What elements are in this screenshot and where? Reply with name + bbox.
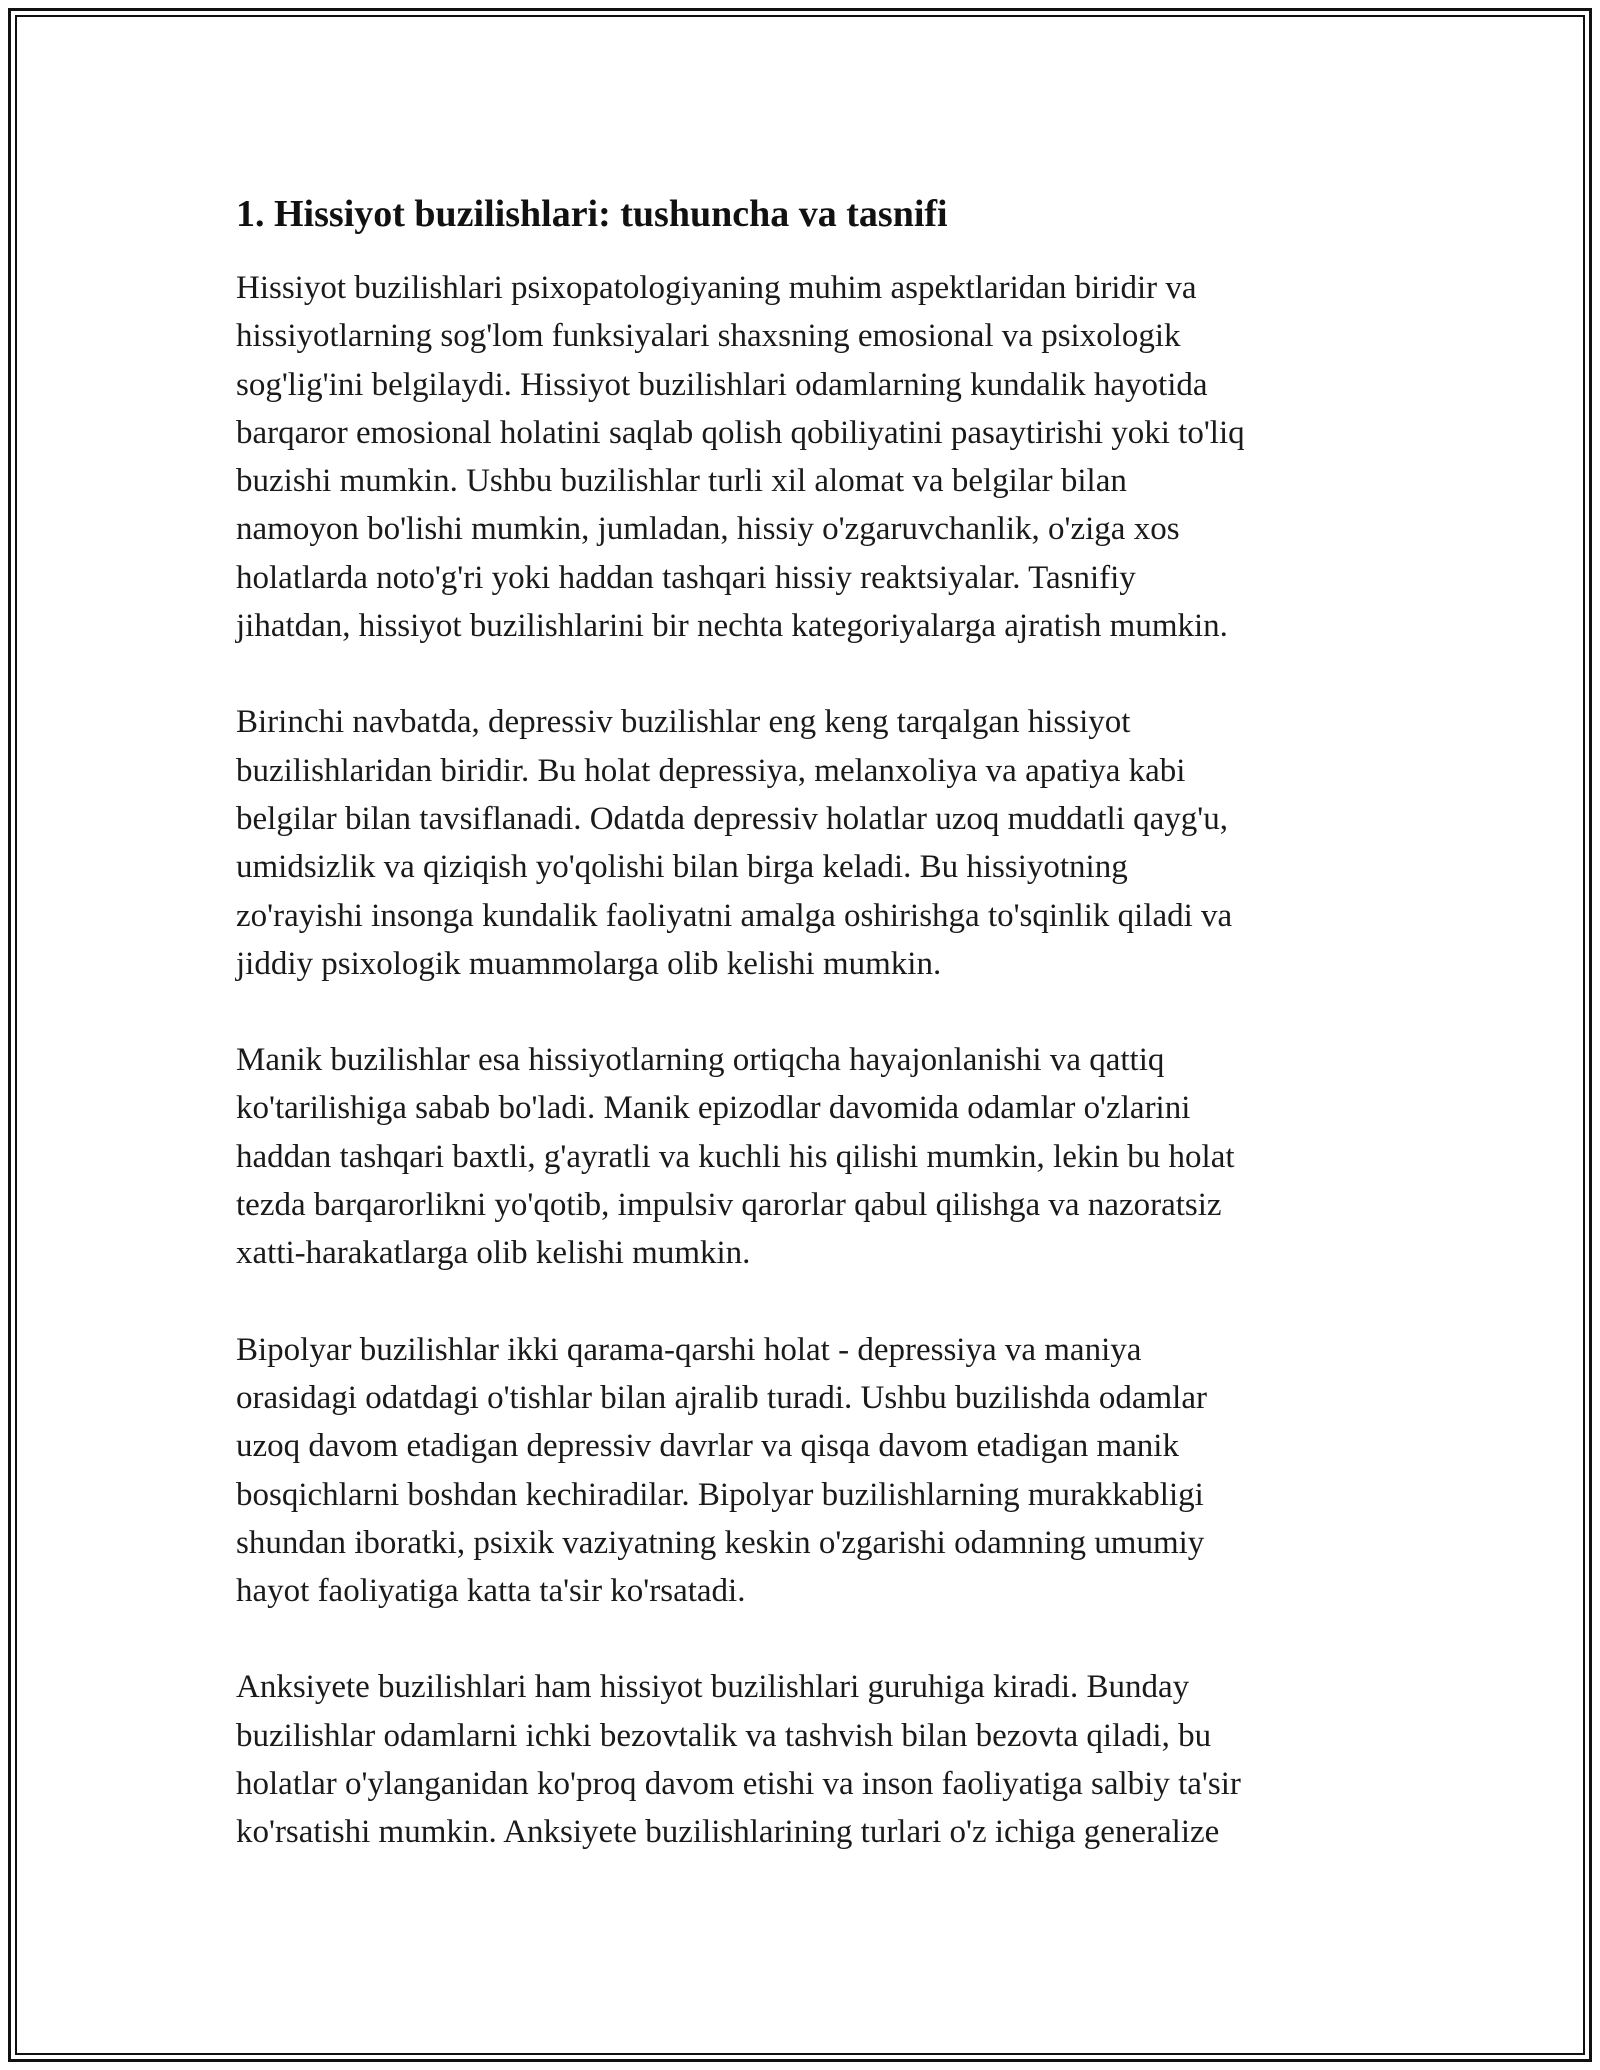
text-line: buzilishlaridan biridir. Bu holat depressiya, melanxoliya va apatiya kabi bbox=[236, 752, 1186, 789]
text-line: Anksiyete buzilishlari ham hissiyot buzilishlari guruhiga kiradi. Bunday bbox=[236, 1669, 1190, 1706]
document-body bbox=[236, 186, 1366, 1905]
text-line: jihatdan, hissiyot buzilishlarini bir nechta kategoriyalarga ajratish mumkin. bbox=[236, 608, 1228, 645]
text-line: bosqichlarni boshdan kechiradilar. Bipolyar buzilishlarning murakkabligi bbox=[236, 1476, 1204, 1513]
text-line: barqaror emosional holatini saqlab qolish qobiliyatini pasaytirishi yoki to'liq bbox=[236, 414, 1245, 451]
text-line: Hissiyot buzilishlari psixopatologiyaning muhim aspektlaridan biridir va bbox=[236, 270, 1197, 306]
text-line: namoyon bo'lishi mumkin, jumladan, hissiy o'zgaruvchanlik, o'ziga xos bbox=[236, 511, 1180, 548]
text-line: hissiyotlarning sog'lom funksiyalari shaxsning emosional va psixologik bbox=[236, 318, 1181, 355]
text-line: Birinchi navbatda, depressiv buzilishlar eng keng tarqalgan hissiyot bbox=[236, 704, 1131, 741]
text-line: buzilishlar odamlarni ichki bezovtalik va tashvish bilan bezovta qiladi, bu bbox=[236, 1717, 1212, 1754]
text-line: jiddiy psixologik muammolarga olib kelishi mumkin. bbox=[236, 945, 942, 982]
text-line: ko'tarilishiga sabab bo'ladi. Manik epizodlar davomida odamlar o'zlarini bbox=[236, 1090, 1191, 1127]
text-line: belgilar bilan tavsiflanadi. Odatda depressiv holatlar uzoq muddatli qayg'u, bbox=[236, 800, 1228, 837]
paragraph-4 bbox=[236, 1326, 1366, 1616]
text-line: ko'rsatishi mumkin. Anksiyete buzilishlarining turlari o'z ichiga generalize bbox=[236, 1814, 1220, 1851]
paragraph-1 bbox=[236, 264, 1366, 650]
text-line: buzishi mumkin. Ushbu buzilishlar turli xil alomat va belgilar bilan bbox=[236, 463, 1127, 500]
text-line: Bipolyar buzilishlar ikki qarama-qarshi holat - depressiya va maniya bbox=[236, 1331, 1142, 1368]
text-line: zo'rayishi insonga kundalik faoliyatni amalga oshirishga to'sqinlik qiladi va bbox=[236, 897, 1233, 934]
text-line: uzoq davom etadigan depressiv davrlar va qisqa davom etadigan manik bbox=[236, 1428, 1179, 1465]
text-line: holatlar o'ylanganidan ko'proq davom etishi va inson faoliyatiga salbiy ta'sir bbox=[236, 1766, 1241, 1803]
text-line: orasidagi odatdagi o'tishlar bilan ajralib turadi. Ushbu buzilishda odamlar bbox=[236, 1379, 1207, 1416]
text-line: holatlarda noto'g'ri yoki haddan tashqari hissiy reaktsiyalar. Tasnifiy bbox=[236, 559, 1136, 596]
section-heading: 1. Hissiyot buzilishlari: tushuncha va tasnifi bbox=[236, 193, 948, 235]
text-line: shundan iboratki, psixik vaziyatning keskin o'zgarishi odamning umumiy bbox=[236, 1524, 1205, 1561]
text-line: Manik buzilishlar esa hissiyotlarning ortiqcha hayajonlanishi va qattiq bbox=[236, 1042, 1165, 1079]
text-line: hayot faoliyatiga katta ta'sir ko'rsatadi. bbox=[236, 1573, 746, 1610]
paragraph-3 bbox=[236, 1036, 1366, 1277]
text-line: tezda barqarorlikni yo'qotib, impulsiv qarorlar qabul qilishga va nazoratsiz bbox=[236, 1187, 1222, 1224]
paragraph-5 bbox=[236, 1663, 1366, 1856]
paragraph-2 bbox=[236, 698, 1366, 988]
text-line: xatti-harakatlarga olib kelishi mumkin. bbox=[236, 1235, 751, 1272]
text-line: haddan tashqari baxtli, g'ayratli va kuchli his qilishi mumkin, lekin bu holat bbox=[236, 1138, 1235, 1175]
text-line: sog'lig'ini belgilaydi. Hissiyot buzilishlari odamlarning kundalik hayotida bbox=[236, 366, 1208, 403]
text-line: umidsizlik va qiziqish yo'qolishi bilan birga keladi. Bu hissiyotning bbox=[236, 849, 1128, 886]
